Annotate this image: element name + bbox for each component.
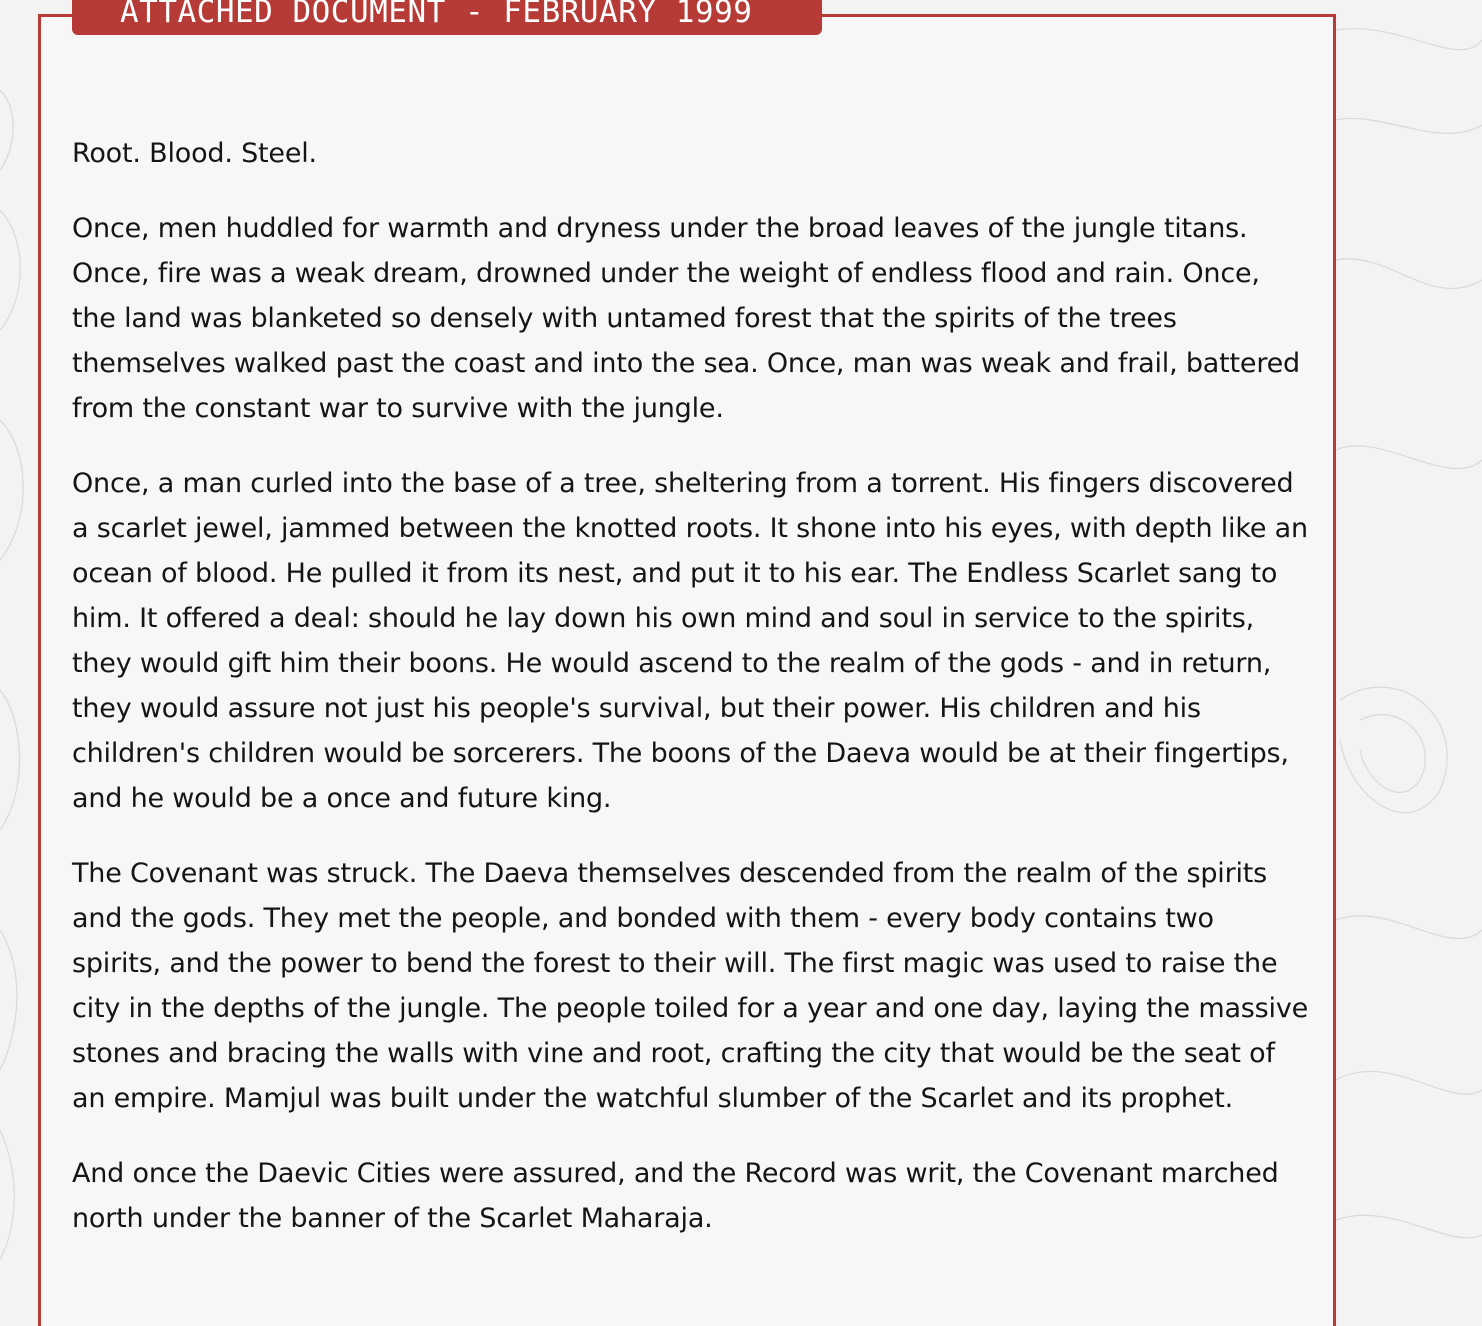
paragraph-3: Once, a man curled into the base of a tree, sheltering from a torrent. His fingers discovered a scarlet jewel, jammed between the knotted roots. It shone into his eyes, with depth like an ocean of blood. He pulled it from its nest, and put it to his ear. The Endless Scarlet sang to him. It offered a deal: should he lay down his own mind and soul in service to the spirits, they would gift him their boons. He would ascend to the realm of the gods - and in return, they would assure not just his people's survival, but their power. His children and his children's children would be sorcerers. The boons of the Daeva would be at their fingertips, and he would be a once and future king. [72, 468, 1308, 814]
paragraph-1: Root. Blood. Steel. [72, 138, 317, 169]
document-title-label: ATTACHED DOCUMENT - FEBRUARY 1999 [120, 0, 753, 30]
paragraph-4: The Covenant was struck. The Daeva themselves descended from the realm of the spirits and the gods. They met the people, and bonded with them - every body contains two spirits, and the power to bend the forest to their will. The first magic was used to raise the city in the depths of the jungle. The people toiled for a year and one day, laying the massive stones and bracing the walls with vine and root, crafting the city that would be the seat of an empire. Mamjul was built under the watchful slumber of the Scarlet and its prophet. [72, 858, 1309, 1114]
document-title-tab [72, 0, 822, 35]
document-body [72, 131, 1308, 1241]
paragraph-5: And once the Daevic Cities were assured, and the Record was writ, the Covenant marched north under the banner of the Scarlet Maharaja. [72, 1158, 1279, 1234]
paragraph-2: Once, men huddled for warmth and dryness under the broad leaves of the jungle titans. Once, fire was a weak dream, drowned under the weight of endless flood and rain. Once, the land was blanketed so densely with untamed forest that the spirits of the trees themselves walked past the coast and into the sea. Once, man was weak and frail, battered from the constant war to survive with the jungle. [72, 213, 1300, 424]
